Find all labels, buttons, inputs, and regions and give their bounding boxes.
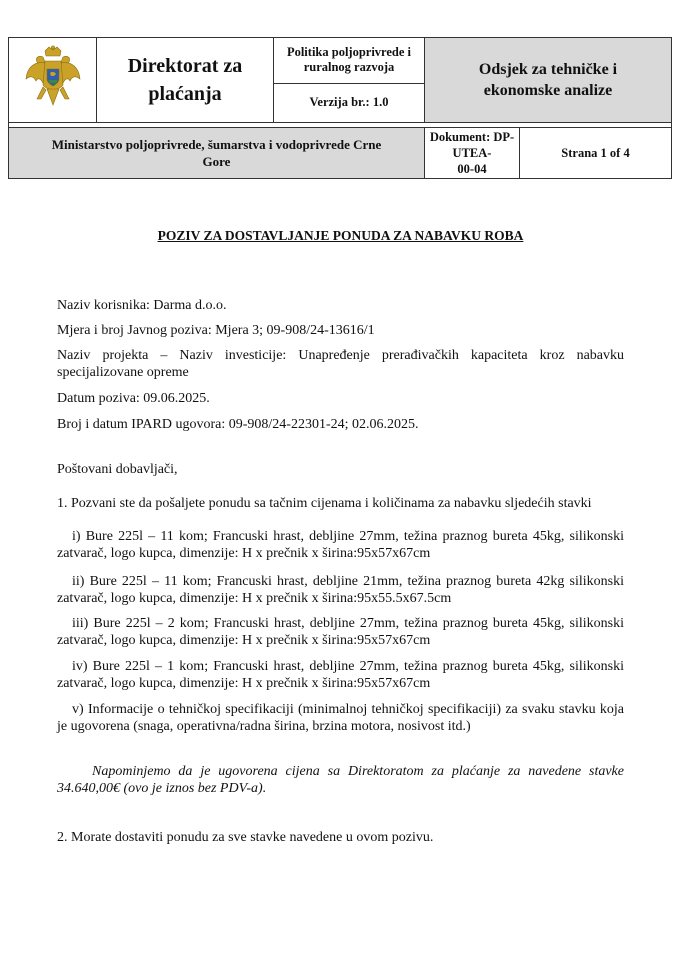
beneficiary-line: Naziv korisnika: Darma d.o.o. — [57, 298, 227, 313]
ministry-cell — [9, 128, 425, 179]
item-iv: iv) Bure 225l – 1 kom; Francuski hrast, debljine 27mm, težina praznog bureta 45kg, silikonski zatvarač, logo kupca, dimenzije: H x prečnik x širina:95x57x67cm — [57, 659, 624, 691]
item-iii: iii) Bure 225l – 2 kom; Francuski hrast, debljine 27mm, težina praznog bureta 45kg, silikonski zatvarač, logo kupca, dimenzije: H x prečnik x širina:95x57x67cm — [57, 616, 624, 648]
document-header — [8, 37, 671, 177]
emblem-cell — [9, 38, 97, 123]
department-cell — [425, 38, 672, 123]
department-line1: Odsjek za tehničke i — [478, 61, 618, 78]
directorate-line2: plaćanja — [148, 83, 222, 105]
policy-line2: ruralnog razvoja — [303, 60, 395, 75]
page-title: POZIV ZA DOSTAVLJANJE PONUDA ZA NABAVKU ROBA — [157, 228, 524, 243]
document-line2: 00-04 — [457, 162, 487, 176]
ministry-line1: Ministarstvo poljoprivrede, šumarstva i vodoprivrede Crne — [51, 137, 382, 152]
directorate-name — [97, 38, 274, 123]
point-1: 1. Pozvani ste da pošaljete ponudu sa tačnim cijenama i količinama za nabavku sljedećih stavki — [57, 496, 592, 511]
greeting: Poštovani dobavljači, — [57, 462, 178, 477]
item-v: v) Informacije o tehničkoj specifikaciji (minimalnoj tehničkoj specifikaciji) za svaku stavku koja je ugovorena (snaga, operativna/radna širina, brzina motora, nosivost itd.) — [57, 702, 624, 734]
header-table — [8, 37, 672, 179]
page-number: Strana 1 of 4 — [520, 128, 672, 179]
department-line2: ekonomske analize — [483, 82, 613, 99]
policy-cell — [274, 38, 425, 84]
version-cell: Verzija br.: 1.0 — [274, 83, 425, 122]
measure-line: Mjera i broj Javnog poziva: Mjera 3; 09-908/24-13616/1 — [57, 323, 375, 338]
contract-line: Broj i datum IPARD ugovora: 09-908/24-22301-24; 02.06.2025. — [57, 417, 419, 432]
item-ii: ii) Bure 225l – 11 kom; Francuski hrast, debljine 21mm, težina praznog bureta 42kg silikonski zatvarač, logo kupca, dimenzije: H x prečnik x širina:95x55.5x67.5cm — [57, 574, 624, 606]
point-2: 2. Morate dostaviti ponudu za sve stavke navedene u ovom pozivu. — [57, 830, 434, 845]
item-i: i) Bure 225l – 11 kom; Francuski hrast, debljine 27mm, težina praznog bureta 45kg, silikonski zatvarač, logo kupca, dimenzije: H x prečnik x širina:95x57x67cm — [57, 529, 624, 561]
policy-line1: Politika poljoprivrede i — [286, 45, 412, 60]
document-id-cell — [425, 128, 520, 179]
document-line1: Dokument: DP-UTEA- — [429, 130, 515, 160]
ministry-line2: Gore — [202, 154, 231, 169]
project-line: Naziv projekta – Naziv investicije: Unapređenje prerađivačkih kapaciteta kroz nabavku specijalizovane opreme — [57, 348, 624, 380]
directorate-line1: Direktorat za — [127, 55, 243, 77]
date-line: Datum poziva: 09.06.2025. — [57, 391, 210, 406]
montenegro-coat-of-arms-icon — [23, 45, 83, 111]
price-note: Napominjemo da je ugovorena cijena sa Direktoratom za plaćanje za navedene stavke 34.640,00€ (ovo je iznos bez PDV-a). — [57, 764, 624, 796]
